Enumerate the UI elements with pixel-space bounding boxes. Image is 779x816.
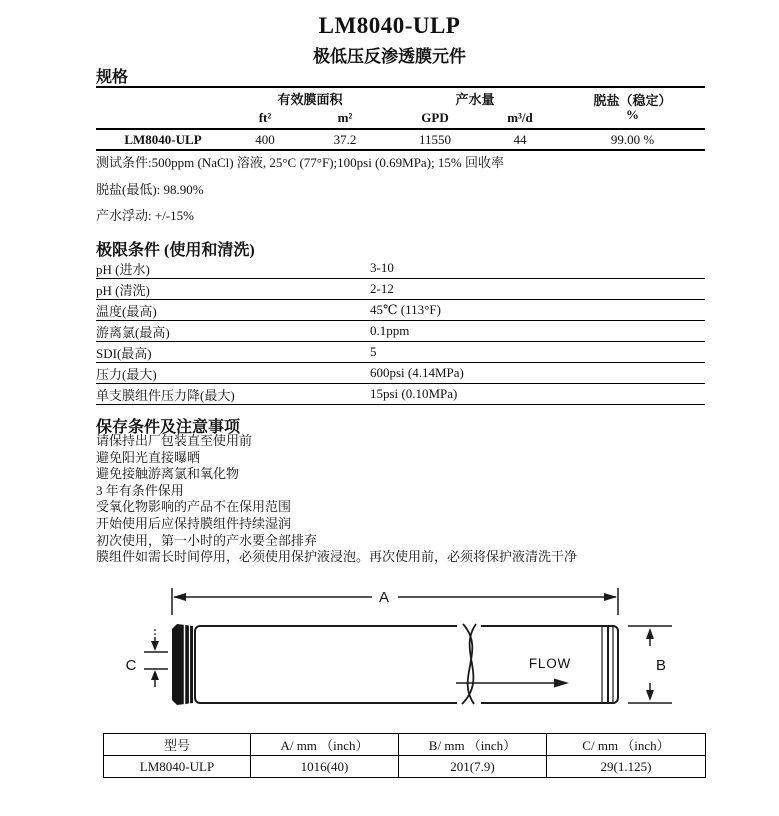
flow-label: FLOW xyxy=(528,656,572,671)
spec-group-rejection-unit: % xyxy=(626,107,639,122)
specs-heading: 规格 xyxy=(96,69,129,86)
limit-label: SDI(最高) xyxy=(96,345,152,361)
limit-value: 2-12 xyxy=(370,281,394,296)
dimensions-data-row xyxy=(104,756,705,777)
limit-value: 3-10 xyxy=(370,260,394,275)
storage-notes xyxy=(96,433,577,566)
limits-table xyxy=(96,258,705,405)
limit-row-temperature xyxy=(96,300,705,321)
spec-model: LM8040-ULP xyxy=(96,128,230,149)
spec-group-rejection xyxy=(560,88,705,128)
specs-table xyxy=(96,86,705,151)
dims-header-b: B/ mm （inch） xyxy=(398,734,546,755)
dimension-a-arrow xyxy=(172,588,618,615)
min-rejection-note: 脱盐(最低): 98.90% xyxy=(96,182,204,197)
dimensions-table xyxy=(103,733,706,778)
limit-label: 游离氯(最高) xyxy=(96,324,170,340)
spec-group-membrane-area: 有效膜面积 xyxy=(277,91,343,107)
limit-row-ph-feed xyxy=(96,258,705,279)
limit-value: 600psi (4.14MPa) xyxy=(370,365,464,380)
break-mark xyxy=(457,622,481,708)
spec-group-permeate-flow: 产水量 xyxy=(455,91,495,107)
right-end-rings xyxy=(602,625,613,704)
dimension-b-arrow xyxy=(628,626,672,703)
limit-row-sdi xyxy=(96,342,705,363)
brine-seal-end-cap xyxy=(172,624,193,705)
limits-heading: 极限条件 (使用和清洗) xyxy=(96,242,255,259)
spec-flow-m3d: 44 xyxy=(480,128,560,149)
storage-note-line: 请保持出厂包装直至使用前 xyxy=(96,433,253,448)
storage-note-line: 避免接触游离氯和氧化物 xyxy=(96,466,240,482)
storage-heading: 保存条件及注意事项 xyxy=(96,419,241,436)
page-subtitle: 极低压反渗透膜元件 xyxy=(313,47,466,66)
storage-note-line: 膜组件如需长时间停用，必须使用保护液浸泡。再次使用前，必须将保护液清洗干净 xyxy=(96,549,578,565)
spec-area-ft2: 400 xyxy=(230,128,300,149)
limit-row-pressure xyxy=(96,363,705,384)
limit-row-ph-cleaning xyxy=(96,279,705,300)
storage-note-line: 开始使用后应保持膜组件持续湿润 xyxy=(96,515,292,531)
dimension-b-label: B xyxy=(655,657,667,674)
dims-header-model: 型号 xyxy=(163,738,190,753)
dims-value-model: LM8040-ULP xyxy=(139,758,215,774)
spec-flow-gpd: 11550 xyxy=(390,128,480,149)
limit-label: 单支膜组件压力降(最大) xyxy=(96,387,235,403)
limit-value: 0.1ppm xyxy=(370,323,410,338)
dimension-c-label: C xyxy=(125,657,137,674)
limit-label: pH (进水) xyxy=(96,261,150,277)
spec-unit-ft2: ft² xyxy=(258,110,272,125)
spec-group-rejection-label: 脱盐（稳定） xyxy=(593,93,672,108)
dims-header-a: A/ mm （inch） xyxy=(250,734,398,755)
flow-variation-note: 产水浮动: +/-15% xyxy=(96,208,194,223)
limit-label: 温度(最高) xyxy=(96,303,157,319)
storage-note-line: 初次使用，第一小时的产水要全部排弃 xyxy=(96,532,318,548)
storage-note-line: 受氧化物影响的产品不在保用范围 xyxy=(96,499,292,515)
storage-note-line: 3 年有条件保用 xyxy=(96,482,184,498)
test-conditions-note: 测试条件:500ppm (NaCl) 溶液, 25°C (77°F);100psi (0.69MPa); 15% 回收率 xyxy=(96,155,504,170)
page-title: LM8040-ULP xyxy=(318,13,461,38)
dims-value-b: 201(7.9) xyxy=(398,756,546,777)
dimension-c-arrow xyxy=(126,629,168,687)
limit-row-pressure-drop xyxy=(96,384,705,405)
limit-label: 压力(最大) xyxy=(96,366,157,382)
dims-header-c: C/ mm （inch） xyxy=(546,734,705,755)
dimensions-header-row xyxy=(104,734,705,756)
spec-unit-m3d: m³/d xyxy=(507,110,533,125)
limit-value: 15psi (0.10MPa) xyxy=(370,386,458,401)
spec-rejection-value: 99.00 % xyxy=(560,128,705,149)
dims-value-a: 1016(40) xyxy=(250,756,398,777)
dimension-a-label: A xyxy=(378,589,390,606)
limit-value: 5 xyxy=(370,344,377,359)
spec-unit-gpd: GPD xyxy=(421,110,449,125)
limit-label: pH (清洗) xyxy=(96,282,150,298)
spec-unit-m2: m² xyxy=(337,110,353,125)
storage-note-line: 避免阳光直接曝晒 xyxy=(96,449,201,465)
spec-area-m2: 37.2 xyxy=(300,128,390,149)
dims-value-c: 29(1.125) xyxy=(546,756,705,777)
limit-row-free-chlorine xyxy=(96,321,705,342)
limit-value: 45℃ (113°F) xyxy=(370,302,441,317)
membrane-element-diagram xyxy=(110,583,710,725)
